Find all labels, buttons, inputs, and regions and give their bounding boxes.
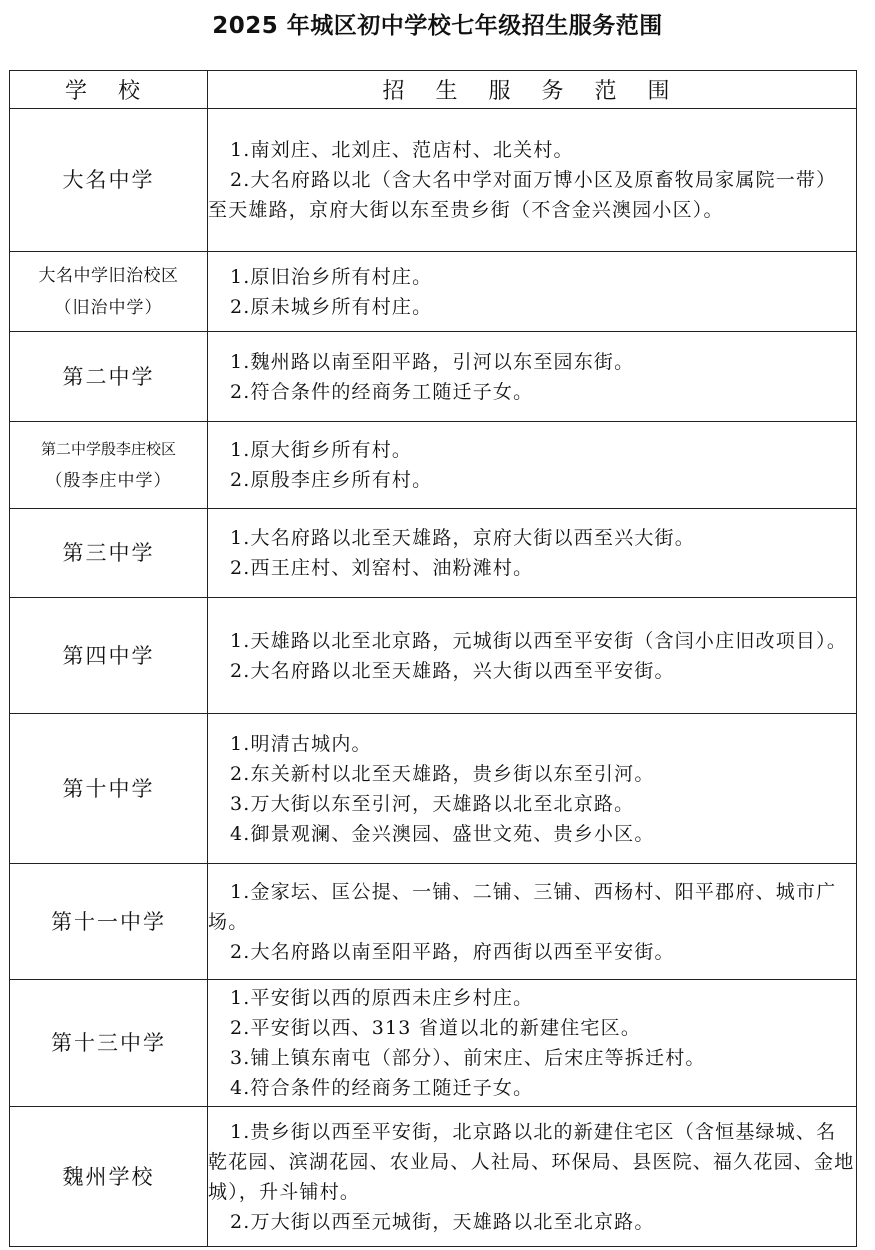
school-name [10,714,208,864]
scope-item: 3.铺上镇东南屯（部分）、前宋庄、后宋庄等拆迁村。 [230,1047,706,1069]
page-title: 2025 年城区初中学校七年级招生服务范围 [212,13,663,39]
scope-item: 2.原殷李庄乡所有村。 [230,469,433,491]
table-row [10,509,857,598]
school-name [10,109,208,252]
table-row [10,332,857,422]
school-name-text: 第十中学 [62,776,155,801]
scope-item: 1.天雄路以北至北京路，元城街以西至平安街（含闫小庄旧改项目）。 [230,629,848,652]
scope-item: 1.大名府路以北至天雄路，京府大街以西至兴大街。 [230,527,695,549]
scope-item: 2.大名府路以南至阳平路，府西街以西至平安街。 [230,940,675,963]
scope-cell [208,598,857,714]
school-name-text: 第二中学殷李庄校区 [40,440,176,458]
school-name [10,332,208,422]
scope-item: 2.符合条件的经商务工随迁子女。 [230,380,534,403]
scope-cell [208,1107,857,1247]
scope-item: 1.金家坛、匡公提、一铺、二铺、三铺、西杨村、阳平郡府、城市广场。 [208,880,837,933]
scope-cell [208,109,857,252]
table-row [10,252,857,332]
scope-item: 1.贵乡街以西至平安街，北京路以北的新建住宅区（含恒基绿城、名乾花园、滨湖花园、农业局、人社局、环保局、县医院、福久花园、金地城），升斗铺村。 [208,1120,855,1203]
table-row [10,109,857,252]
school-name-text: 大名中学旧治校区 [38,265,179,286]
school-name-text: 第二中学 [62,364,155,389]
scope-item: 1.原大街乡所有村。 [230,439,413,461]
scope-item: 4.御景观澜、金兴澳园、盛世文苑、贵乡小区。 [230,822,655,845]
scope-item: 1.南刘庄、北刘庄、范店村、北关村。 [230,139,574,161]
table-row [10,422,857,509]
scope-cell [208,509,857,598]
scope-cell [208,332,857,422]
table-header-row [10,71,857,109]
header-school: 学 校 [10,71,208,109]
header-scope: 招 生 服 务 范 围 [208,71,857,109]
scope-item: 1.魏州路以南至阳平路，引河以东至园东街。 [230,350,635,373]
table-row [10,1107,857,1247]
school-name-text: 第三中学 [62,541,155,565]
scope-item: 1.原旧治乡所有村庄。 [230,265,433,288]
scope-item: 2.大名府路以北（含大名中学对面万博小区及原畜牧局家属院一带）至天雄路，京府大街以东至贵乡街（不含金兴澳园小区）。 [208,169,837,221]
school-name [10,864,208,980]
school-alias: （殷李庄中学） [45,471,172,491]
scope-item: 2.西王庄村、刘窑村、油粉滩村。 [230,557,534,579]
table-row [10,714,857,864]
table-row [10,864,857,980]
school-name-text: 魏州学校 [62,1164,155,1189]
school-name [10,422,208,509]
enrollment-scope-table [9,70,857,1247]
table-row [10,598,857,714]
school-name [10,509,208,598]
table-row [10,980,857,1107]
school-name-text: 第十一中学 [51,909,166,934]
scope-cell [208,864,857,980]
scope-item: 1.平安街以西的原西未庄乡村庄。 [230,987,534,1009]
school-name [10,1107,208,1247]
scope-item: 3.万大街以东至引河，天雄路以北至北京路。 [230,792,635,815]
scope-item: 2.万大街以西至元城街，天雄路以北至北京路。 [230,1210,655,1233]
school-name [10,598,208,714]
school-name-text: 大名中学 [62,168,155,192]
school-name-text: 第十三中学 [51,1031,166,1055]
school-alias: （旧治中学） [54,297,163,318]
scope-item: 2.原未城乡所有村庄。 [230,295,433,318]
scope-item: 2.平安街以西、313 省道以北的新建住宅区。 [230,1017,642,1039]
scope-cell [208,422,857,509]
scope-item: 2.大名府路以北至天雄路，兴大街以西至平安街。 [230,659,675,682]
scope-item: 2.东关新村以北至天雄路，贵乡街以东至引河。 [230,762,655,785]
school-name [10,252,208,332]
school-name [10,980,208,1107]
scope-cell [208,980,857,1107]
scope-cell [208,714,857,864]
school-name-text: 第四中学 [62,643,155,668]
scope-item: 1.明清古城内。 [230,732,372,755]
scope-cell [208,252,857,332]
scope-item: 4.符合条件的经商务工随迁子女。 [230,1077,534,1099]
